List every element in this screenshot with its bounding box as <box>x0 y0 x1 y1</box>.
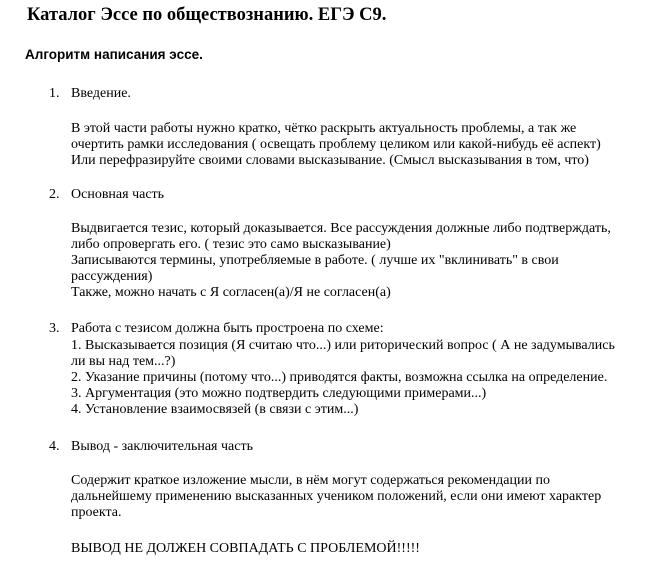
section-3-line: 3. Аргументация (это можно подтвердить следующими примерами...) <box>71 386 487 401</box>
section-3-line: 1. Высказывается позиция (Я считаю что...) или риторический вопрос ( А не задумывались <box>71 338 615 353</box>
section-4-text <box>71 473 601 521</box>
section-3-line: 2. Указание причины (потому что...) приводятся факты, возможна ссылка на определение. <box>71 370 608 385</box>
section-3-line: 4. Установление взаимосвязей (в связи с этим...) <box>71 402 359 417</box>
section-4-number: 4. <box>49 439 60 454</box>
document-title: Каталог Эссе по обществознанию. ЕГЭ С9. <box>27 5 387 25</box>
section-4-heading <box>49 439 253 455</box>
section-2-line: либо опровергать его. ( тезис это само высказывание) <box>71 237 391 252</box>
section-3-text <box>71 338 615 418</box>
section-4-line: Содержит краткое изложение мысли, в нём могут содержаться рекомендации по <box>71 473 550 488</box>
section-1-title: Введение. <box>71 86 131 101</box>
section-3-number: 3. <box>49 321 60 336</box>
section-1-line: Или перефразируйте своими словами высказывание. (Смысл высказывания в том, что) <box>71 153 589 168</box>
document-subtitle: Алгоритм написания эссе. <box>25 47 203 62</box>
section-3-heading <box>49 321 384 337</box>
section-2-heading <box>49 187 164 203</box>
section-2-line: Выдвигается тезис, который доказывается. Все рассуждения должные либо подтверждать, <box>71 221 611 236</box>
section-2-line: Также, можно начать с Я согласен(а)/Я не согласен(а) <box>71 285 391 300</box>
section-2-line: Записываются термины, употребляемые в работе. ( лучше их "вклинивать" в свои <box>71 253 559 268</box>
section-4-line: проекта. <box>71 505 122 520</box>
final-note: ВЫВОД НЕ ДОЛЖЕН СОВПАДАТЬ С ПРОБЛЕМОЙ!!!!! <box>71 541 420 556</box>
section-1-line: В этой части работы нужно кратко, чётко раскрыть актуальность проблемы, а так же <box>71 121 577 136</box>
section-2-line: рассуждения) <box>71 269 153 284</box>
section-2-number: 2. <box>49 187 60 202</box>
section-1-line: очертить рамки исследования ( освещать проблему целиком или какой-нибудь её аспект) <box>71 137 601 152</box>
section-4-line: дальнейшему применению высказанных учеником положений, если они имеют характер <box>71 489 602 504</box>
section-2-title: Основная часть <box>71 187 165 202</box>
section-1-number: 1. <box>49 86 60 101</box>
section-3-title: Работа с тезисом должна быть простроена по схеме: <box>71 321 384 336</box>
section-1-heading <box>49 86 131 102</box>
section-2-text <box>71 221 611 301</box>
section-4-title: Вывод - заключительная часть <box>71 439 253 454</box>
section-3-line: ли вы над тем...?) <box>71 354 176 369</box>
section-1-text <box>71 121 601 169</box>
